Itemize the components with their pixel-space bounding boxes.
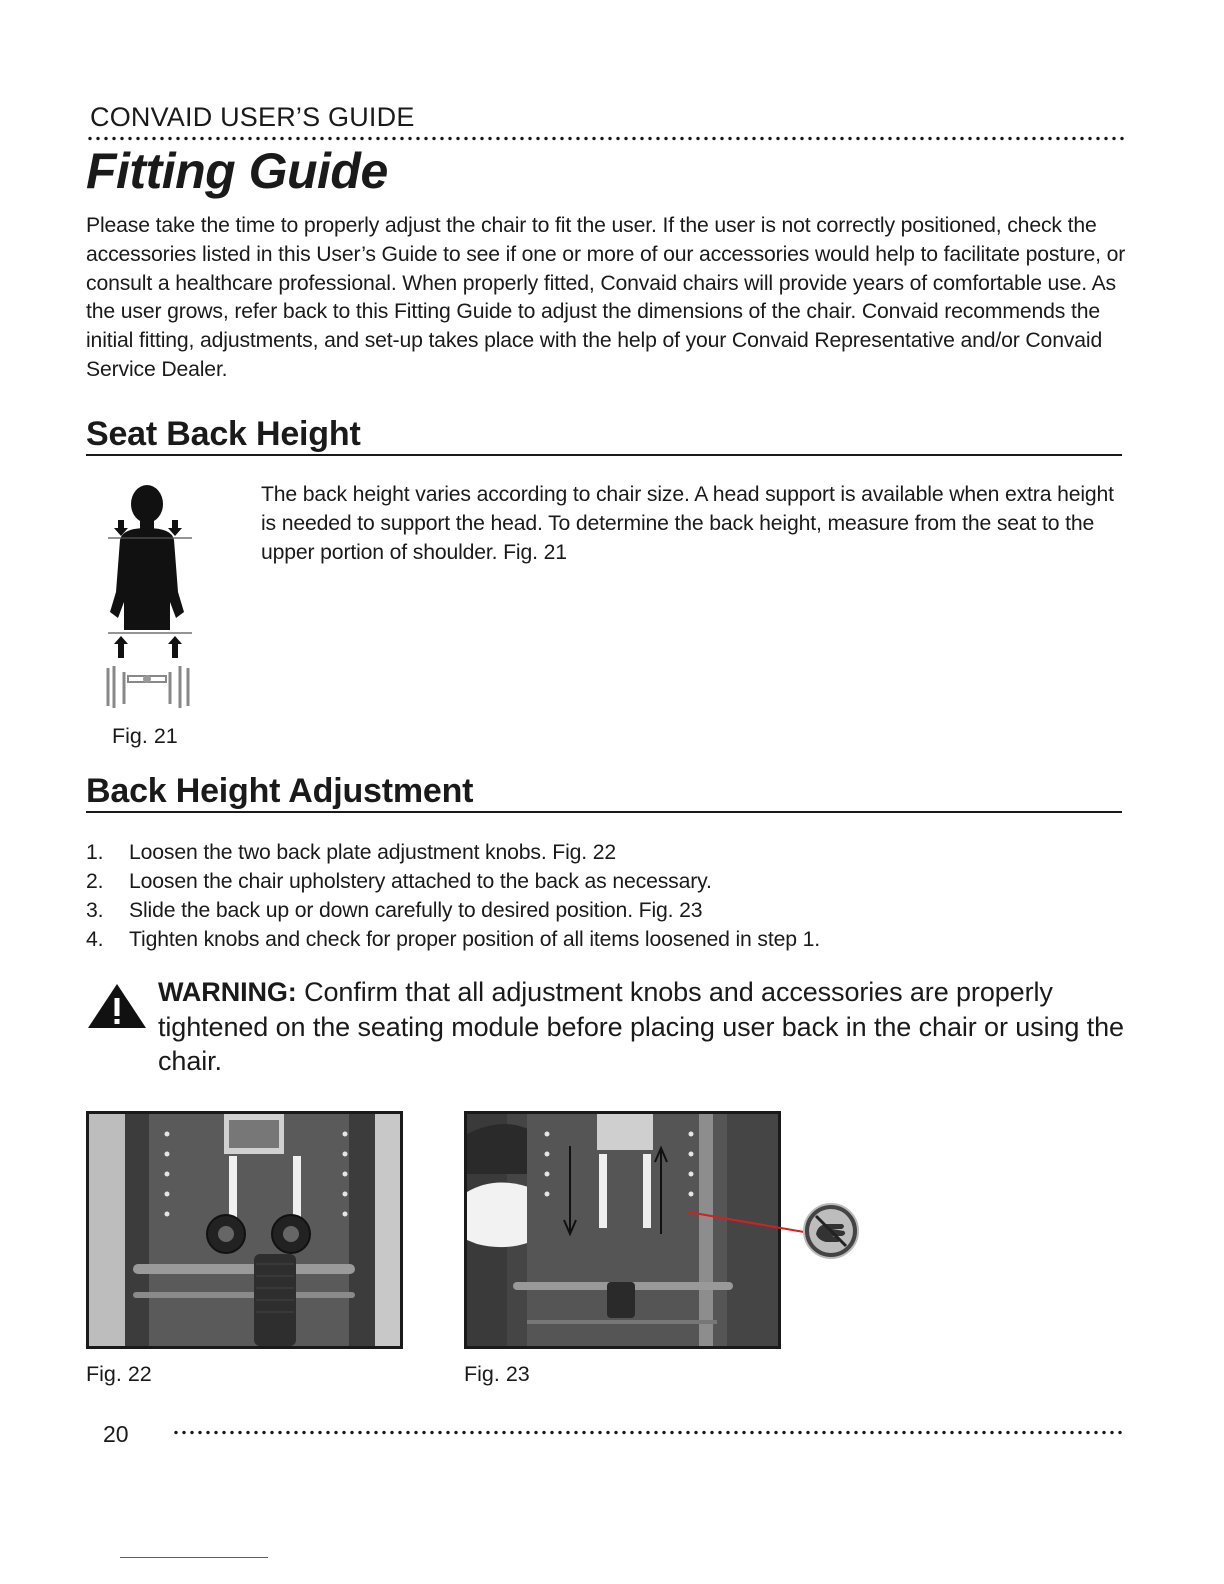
fig23-caption: Fig. 23 [464, 1362, 530, 1386]
list-item: 4. Tighten knobs and check for proper position of all items loosened in step 1. [86, 928, 820, 951]
seat-back-height-heading: Seat Back Height [86, 415, 1122, 456]
fig21-seated-figure [100, 482, 200, 712]
no-hands-pinch-icon [802, 1202, 860, 1265]
seated-person-diagram [100, 482, 200, 712]
page-title: Fitting Guide [86, 143, 388, 199]
back-height-adjustment-heading: Back Height Adjustment [86, 772, 1122, 813]
fig22-photo [86, 1111, 403, 1349]
list-item: 3. Slide the back up or down carefully to desired position. Fig. 23 [86, 899, 703, 922]
warning-message: WARNING: Confirm that all adjustment knobs and accessories are properly tightened on the seating module before placing user back in the chair or using the chair. [158, 977, 1124, 1076]
intro-paragraph: Please take the time to properly adjust the chair to fit the user. If the user is not correctly positioned, check the accessories listed in this User’s Guide to see if one or more of our accessories would help to facilitate posture, or consult a healthcare professional. When properly fitted, Convaid chairs will provide years of comfortable use. As the user grows, refer back to this Fitting Guide to adjust the dimensions of the chair. Convaid recommends the initial fitting, adjustments, and set-up takes place with the help of your Convaid Representative and/or Convaid Service Dealer. [86, 214, 1126, 381]
footer-link-underline [120, 1557, 268, 1558]
header-dotted-rule [86, 136, 1124, 141]
callout-line [688, 1206, 808, 1241]
adjustment-steps-list [86, 838, 1126, 954]
footer-dotted-rule [172, 1430, 1124, 1435]
list-item: 2. Loosen the chair upholstery attached to the back as necessary. [86, 870, 712, 893]
warning-label: WARNING: [158, 977, 297, 1007]
seat-back-description: The back height varies according to chair size. A head support is available when extra height is needed to support the head. To determine the back height, measure from the seat to the upper portion of shoulder. Fig. 21 [261, 483, 1114, 564]
running-header: CONVAID USER’S GUIDE [90, 102, 415, 132]
fig22-caption: Fig. 22 [86, 1362, 152, 1386]
list-item: 1. Loosen the two back plate adjustment knobs. Fig. 22 [86, 841, 617, 864]
warning-triangle-icon [86, 982, 148, 1035]
fig21-caption: Fig. 21 [112, 724, 178, 748]
page-number: 20 [103, 1421, 129, 1447]
